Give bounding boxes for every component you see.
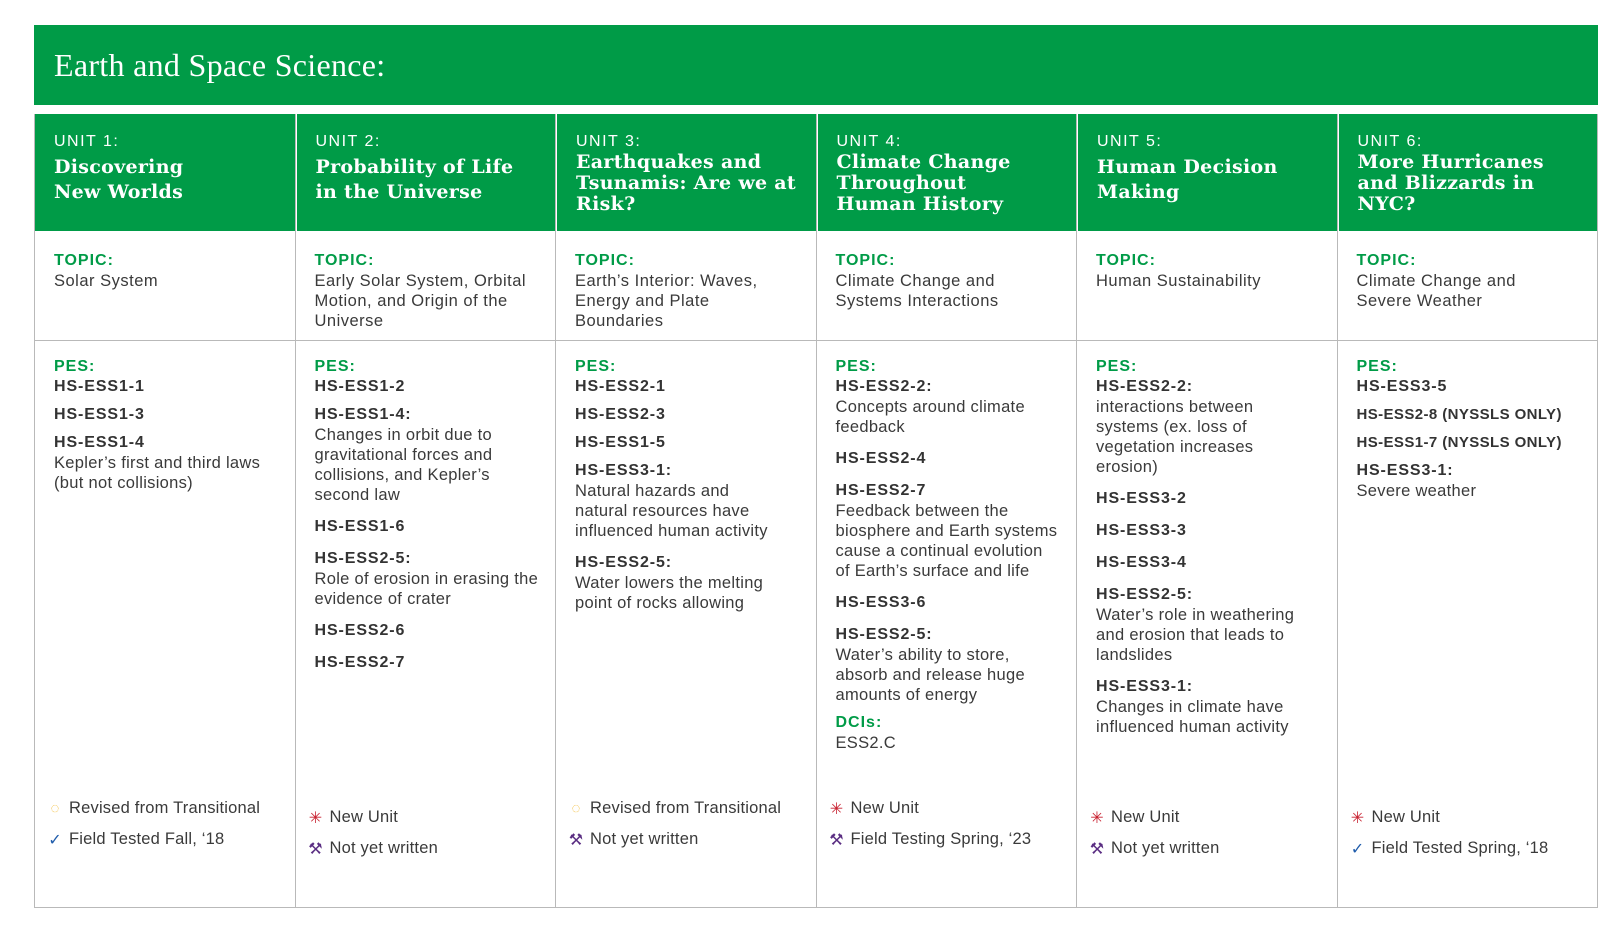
asterisk-icon: ✳ — [1090, 809, 1104, 827]
topic-text: Human Sustainability — [1096, 272, 1261, 290]
pe-code: HS-ESS2-7 — [314, 654, 406, 671]
dcis-text: ESS2.C — [835, 734, 896, 752]
topic-cell — [1338, 231, 1598, 341]
unit-column-1 — [35, 114, 295, 907]
pes-cell — [556, 357, 816, 625]
unit-number: UNIT 6: — [1357, 133, 1423, 150]
unit-title: Discovering New Worlds — [54, 156, 184, 203]
pe-entry — [575, 553, 806, 613]
topic-text: Early Solar System, Orbital Motion, and Origin of the Universe — [314, 272, 527, 330]
pe-entry — [54, 405, 285, 425]
legend-row — [566, 824, 812, 855]
pe-entry — [1357, 433, 1588, 453]
legend-text: Field Tested Fall, ‘18 — [69, 830, 225, 848]
pe-entry — [1357, 461, 1588, 501]
unit-column-6 — [1337, 114, 1598, 907]
pe-code: HS-ESS3-5 — [1356, 378, 1448, 395]
pe-description: Concepts around climate feedback — [835, 398, 1025, 436]
pe-entry — [1357, 405, 1588, 425]
pe-code: HS-ESS2-1 — [575, 378, 666, 395]
pe-code: HS-ESS3-4 — [1096, 554, 1187, 571]
topic-cell — [296, 231, 556, 341]
pe-code: HS-ESS2-4 — [835, 450, 927, 467]
page-title: Earth and Space Science: — [54, 47, 386, 83]
unit-column-5 — [1076, 114, 1337, 907]
pe-code: HS-ESS1-1 — [54, 378, 145, 395]
pes-cell — [1338, 357, 1598, 513]
pes-cell — [35, 357, 295, 505]
pe-entry — [836, 625, 1067, 705]
pe-entry — [1096, 489, 1327, 509]
pe-code: HS-ESS1-4 — [54, 434, 145, 451]
pe-entry — [1096, 377, 1327, 477]
pe-entry — [575, 461, 806, 541]
pe-code: HS-ESS2-5: — [314, 550, 412, 567]
pes-cell — [296, 357, 556, 685]
pe-code: HS-ESS2-3 — [575, 406, 666, 423]
asterisk-icon: ✳ — [1350, 809, 1365, 827]
unit-number: UNIT 1: — [54, 133, 120, 150]
topic-text: Climate Change and Systems Interactions — [835, 272, 999, 310]
unit-column-3 — [555, 114, 816, 907]
pe-code: HS-ESS2-8 (NYSSLS ONLY) — [1356, 406, 1562, 423]
pe-description: Severe weather — [1356, 482, 1477, 500]
legend-row — [827, 793, 1073, 824]
pe-entry — [575, 405, 806, 425]
unit-title: Probability of Life in the Universe — [315, 156, 514, 203]
pe-code: HS-ESS3-1: — [1356, 462, 1454, 479]
pe-code: HS-ESS1-4: — [314, 406, 412, 423]
legend-row — [1348, 833, 1594, 864]
topic-cell — [817, 231, 1077, 341]
pes-cell — [1077, 357, 1337, 749]
pe-description: Changes in climate have influenced human activity — [1096, 698, 1289, 736]
legend-text: New Unit — [329, 808, 399, 826]
legend-row — [1087, 802, 1333, 833]
pe-code: HS-ESS2-5: — [1096, 586, 1194, 603]
pe-description: Kepler’s first and third laws (but not collisions) — [54, 454, 261, 492]
legend-row — [306, 802, 552, 833]
pe-entry — [1357, 377, 1588, 397]
pe-entry — [315, 517, 546, 537]
pe-code: HS-ESS3-1: — [1096, 678, 1194, 695]
pe-code: HS-ESS3-1: — [575, 462, 673, 479]
pe-code: HS-ESS1-5 — [575, 434, 666, 451]
topic-label: TOPIC: — [1356, 252, 1417, 269]
unit-header — [1078, 114, 1337, 231]
pe-entry — [836, 481, 1067, 581]
pes-label: PES: — [1096, 358, 1138, 375]
pe-description: Water’s role in weathering and erosion that leads to landslides — [1096, 606, 1295, 664]
pe-entry — [836, 377, 1067, 437]
pe-entry — [1096, 521, 1327, 541]
unit-header — [818, 114, 1077, 231]
unit-title: Earthquakes and Tsunamis: Are we at Risk? — [576, 151, 796, 215]
pe-code: HS-ESS2-7 — [835, 482, 927, 499]
topic-label: TOPIC: — [1096, 252, 1156, 269]
topic-text: Solar System — [54, 272, 159, 290]
pe-entry — [1096, 553, 1327, 573]
unit-number: UNIT 5: — [1097, 133, 1163, 150]
legend-text: Not yet written — [1111, 839, 1220, 857]
checkmark-icon: ✓ — [1350, 840, 1365, 858]
pe-entry — [315, 653, 546, 673]
unit-title: Climate Change Throughout Human History — [836, 151, 1011, 215]
legend-row — [45, 793, 291, 824]
status-legend — [566, 793, 812, 855]
pe-description: Feedback between the biosphere and Earth systems cause a continual evolution of Earth’s surface and life — [835, 502, 1058, 580]
topic-cell — [35, 231, 295, 341]
pe-code: HS-ESS2-2: — [835, 378, 933, 395]
pe-code: HS-ESS2-6 — [314, 622, 406, 639]
tools-icon: ⚒ — [1089, 840, 1105, 858]
topic-cell — [1077, 231, 1337, 341]
pe-entry — [575, 433, 806, 453]
topic-cell — [556, 231, 816, 341]
pe-code: HS-ESS3-2 — [1096, 490, 1187, 507]
tools-icon: ⚒ — [568, 831, 584, 849]
unit-number: UNIT 4: — [836, 133, 902, 150]
pe-code: HS-ESS3-3 — [1096, 522, 1187, 539]
status-legend — [1348, 802, 1594, 864]
checkmark-icon: ✓ — [48, 831, 62, 849]
status-legend — [45, 793, 291, 855]
pe-entry — [836, 449, 1067, 469]
pe-entry — [54, 433, 285, 493]
legend-text: Field Tested Spring, ‘18 — [1371, 839, 1549, 857]
pe-description: Water lowers the melting point of rocks allowing — [575, 574, 764, 612]
pes-cell — [817, 357, 1077, 753]
unit-column-2 — [295, 114, 556, 907]
legend-row — [306, 833, 552, 864]
topic-text: Climate Change and Severe Weather — [1356, 272, 1516, 310]
pe-description: Role of erosion in erasing the evidence of crater — [314, 570, 539, 608]
legend-text: New Unit — [1371, 808, 1441, 826]
unit-header — [297, 114, 556, 231]
pe-entry — [836, 593, 1067, 613]
legend-row — [1087, 833, 1333, 864]
title-banner — [34, 25, 1598, 105]
asterisk-icon: ✳ — [308, 809, 323, 827]
legend-row — [1348, 802, 1594, 833]
unit-header — [557, 114, 816, 231]
pe-code: HS-ESS2-2: — [1096, 378, 1194, 395]
pes-label: PES: — [835, 358, 877, 375]
tools-icon: ⚒ — [308, 840, 323, 858]
pe-description: Changes in orbit due to gravitational forces and collisions, and Kepler’s second law — [314, 426, 493, 504]
status-legend — [1087, 802, 1333, 864]
pes-label: PES: — [1356, 358, 1398, 375]
legend-text: Field Testing Spring, ‘23 — [850, 830, 1032, 848]
unit-column-4 — [816, 114, 1077, 907]
pes-label: PES: — [575, 358, 617, 375]
unit-title: Human Decision Making — [1097, 156, 1278, 203]
legend-text: Not yet written — [590, 830, 699, 848]
pe-code: HS-ESS1-3 — [54, 406, 145, 423]
unit-title: More Hurricanes and Blizzards in NYC? — [1357, 151, 1544, 215]
pe-code: HS-ESS3-6 — [835, 594, 927, 611]
pe-entry — [315, 549, 546, 609]
unit-header — [35, 114, 296, 231]
pe-description: interactions between systems (ex. loss of vegetation increases erosion) — [1096, 398, 1254, 476]
pe-entry — [315, 405, 546, 505]
unit-number: UNIT 3: — [576, 133, 642, 150]
unit-header — [1339, 114, 1598, 231]
pe-entry — [315, 377, 546, 397]
pe-entry — [575, 377, 806, 397]
pes-label: PES: — [314, 358, 356, 375]
pe-code: HS-ESS2-5: — [575, 554, 673, 571]
revised-ring-icon: ◌ — [571, 800, 581, 817]
units-grid — [34, 114, 1598, 908]
pe-entry — [1096, 585, 1327, 665]
legend-text: Revised from Transitional — [590, 799, 782, 817]
pe-entry — [315, 621, 546, 641]
legend-row — [45, 824, 291, 855]
status-legend — [306, 802, 552, 864]
topic-label: TOPIC: — [835, 252, 896, 269]
legend-text: Not yet written — [329, 839, 438, 857]
unit-number: UNIT 2: — [315, 133, 381, 150]
topic-label: TOPIC: — [314, 252, 375, 269]
legend-text: Revised from Transitional — [69, 799, 261, 817]
revised-ring-icon: ◌ — [50, 800, 60, 817]
pe-code: HS-ESS1-7 (NYSSLS ONLY) — [1356, 434, 1562, 451]
tools-icon: ⚒ — [829, 831, 844, 849]
pe-code: HS-ESS2-5: — [835, 626, 933, 643]
pe-entry — [54, 377, 285, 397]
legend-text: New Unit — [850, 799, 920, 817]
topic-label: TOPIC: — [575, 252, 635, 269]
dcis-label: DCIs: — [835, 714, 883, 731]
topic-text: Earth’s Interior: Waves, Energy and Plate Boundaries — [575, 272, 758, 330]
status-legend — [827, 793, 1073, 855]
pe-description: Natural hazards and natural resources have influenced human activity — [575, 482, 768, 540]
pes-label: PES: — [54, 358, 96, 375]
pe-code: HS-ESS1-2 — [314, 378, 406, 395]
pe-code: HS-ESS1-6 — [314, 518, 406, 535]
pe-entry — [1096, 677, 1327, 737]
topic-label: TOPIC: — [54, 252, 114, 269]
legend-text: New Unit — [1111, 808, 1180, 826]
legend-row — [566, 793, 812, 824]
asterisk-icon: ✳ — [829, 800, 844, 818]
pe-description: Water’s ability to store, absorb and release huge amounts of energy — [835, 646, 1025, 704]
legend-row — [827, 824, 1073, 855]
